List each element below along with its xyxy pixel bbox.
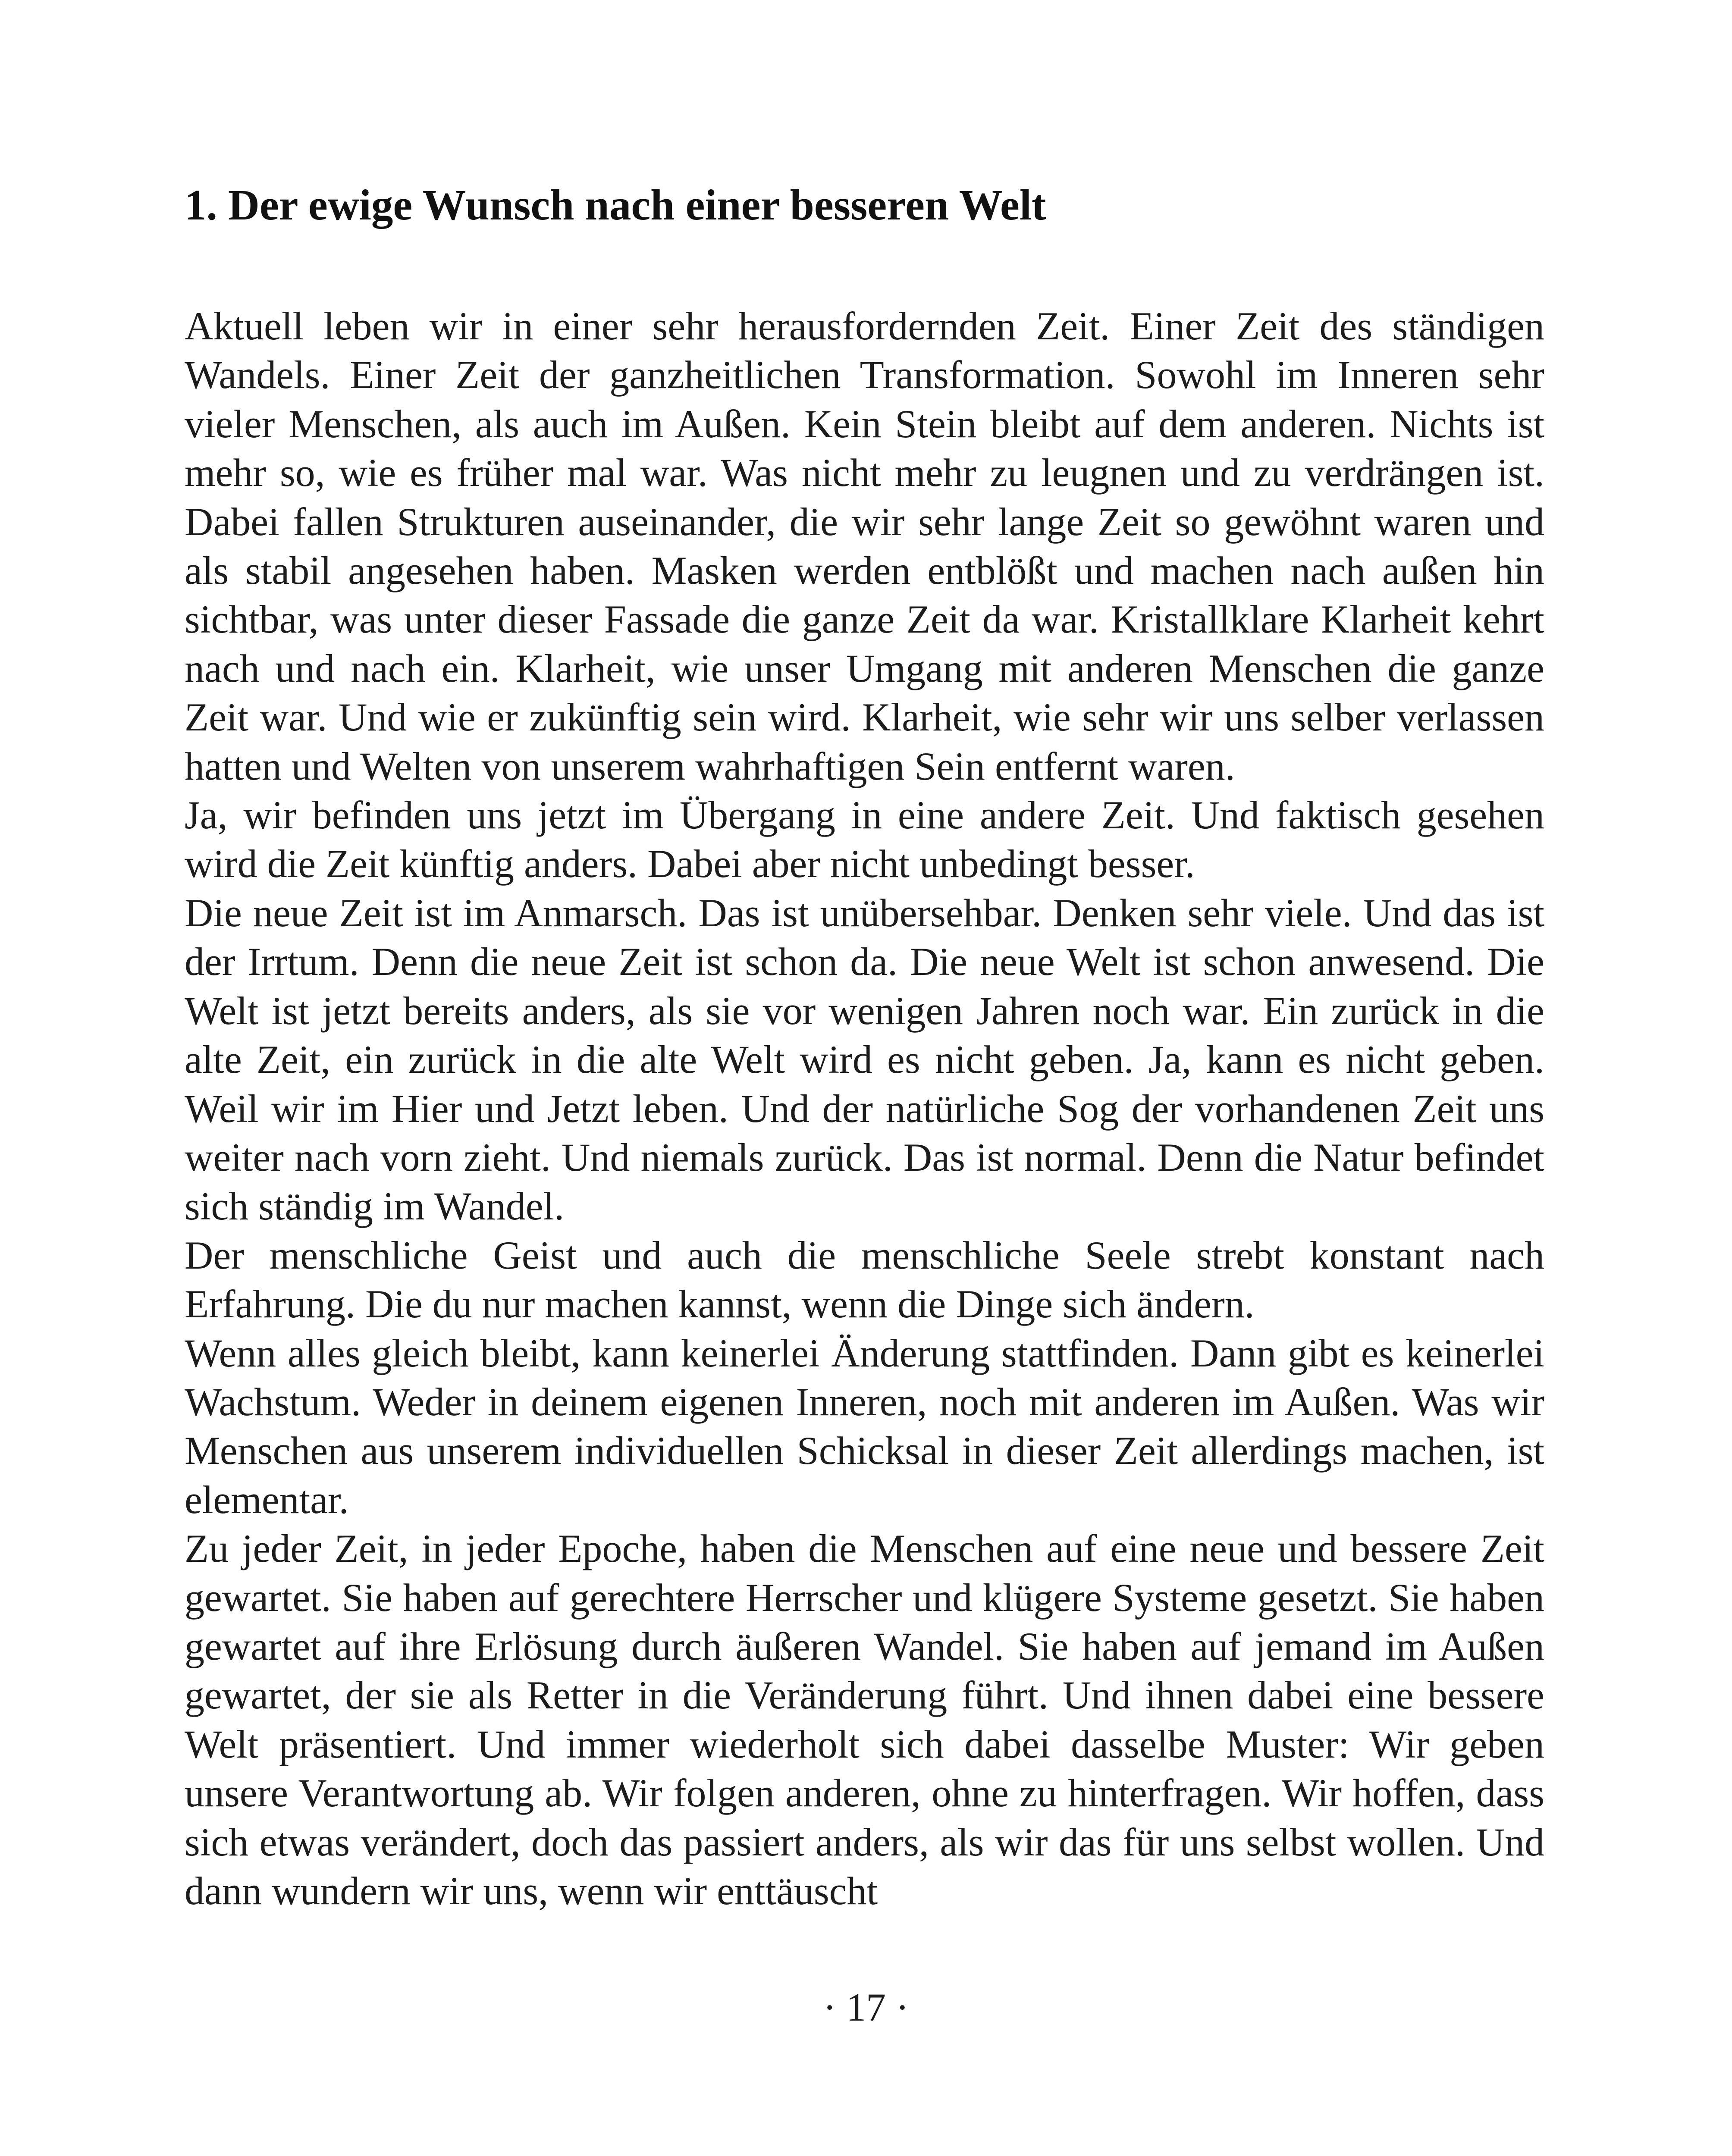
paragraph-6: Zu jeder Zeit, in jeder Epoche, haben die Menschen auf eine neue und bessere Zeit gewartet. Sie haben auf gerechtere Herrscher und klügere Systeme gesetzt. Sie haben gewartet auf ihre Erlösung durch äußeren Wandel. Sie haben auf jemand im Außen gewartet, der sie als Retter in die Veränderung führt. Und ihnen dabei eine bessere Welt präsentiert. Und immer wiederholt sich dabei dasselbe Muster: Wir geben unsere Verantwortung ab. Wir folgen anderen, ohne zu hinterfragen. Wir hoffen, dass sich etwas verändert, doch das passiert anders, als wir das für uns selbst wollen. Und dann wundern wir uns, wenn wir enttäuscht <box>185 1526 1544 1913</box>
paragraph-4: Der menschliche Geist und auch die menschliche Seele strebt konstant nach Erfahrung. Die du nur machen kannst, wenn die Dinge sich ändern. <box>185 1233 1544 1326</box>
body-text <box>185 302 1544 1915</box>
paragraph-5: Wenn alles gleich bleibt, kann keinerlei Änderung stattfinden. Dann gibt es keinerlei Wachstum. Weder in deinem eigenen Inneren, noch mit anderen im Außen. Was wir Menschen aus unserem individuellen Schicksal in dieser Zeit allerdings machen, ist elementar. <box>185 1331 1544 1522</box>
paragraph-3: Die neue Zeit ist im Anmarsch. Das ist unübersehbar. Denken sehr viele. Und das ist der Irrtum. Denn die neue Zeit ist schon da. Die neue Welt ist schon anwesend. Die Welt ist jetzt bereits anders, als sie vor wenigen Jahren noch war. Ein zurück in die alte Zeit, ein zurück in die alte Welt wird es nicht geben. Ja, kann es nicht geben. Weil wir im Hier und Jetzt leben. Und der natürliche Sog der vorhandenen Zeit uns weiter nach vorn zieht. Und niemals zurück. Das ist normal. Denn die Natur befindet sich ständig im Wandel. <box>185 890 1544 1228</box>
paragraph-1: Aktuell leben wir in einer sehr herausfordernden Zeit. Einer Zeit des ständigen Wandels. Einer Zeit der ganzheitlichen Transformation. Sowohl im Inneren sehr vieler Menschen, als auch im Außen. Kein Stein bleibt auf dem anderen. Nichts ist mehr so, wie es früher mal war. Was nicht mehr zu leugnen und zu verdrängen ist. Dabei fallen Strukturen auseinander, die wir sehr lange Zeit so gewöhnt waren und als stabil angesehen haben. Masken werden entblößt und machen nach außen hin sichtbar, was unter dieser Fassade die ganze Zeit da war. Kristallklare Klarheit kehrt nach und nach ein. Klarheit, wie unser Umgang mit anderen Menschen die ganze Zeit war. Und wie er zukünftig sein wird. Klarheit, wie sehr wir uns selber verlassen hatten und Welten von unserem wahrhaftigen Sein entfernt waren. <box>185 304 1544 788</box>
paragraph-2: Ja, wir befinden uns jetzt im Übergang in eine andere Zeit. Und faktisch gesehen wird die Zeit künftig anders. Dabei aber nicht unbedingt besser. <box>185 793 1544 886</box>
chapter-heading: 1. Der ewige Wunsch nach einer besseren Welt <box>185 181 1046 229</box>
page-number: · 17 · <box>823 1985 909 2029</box>
